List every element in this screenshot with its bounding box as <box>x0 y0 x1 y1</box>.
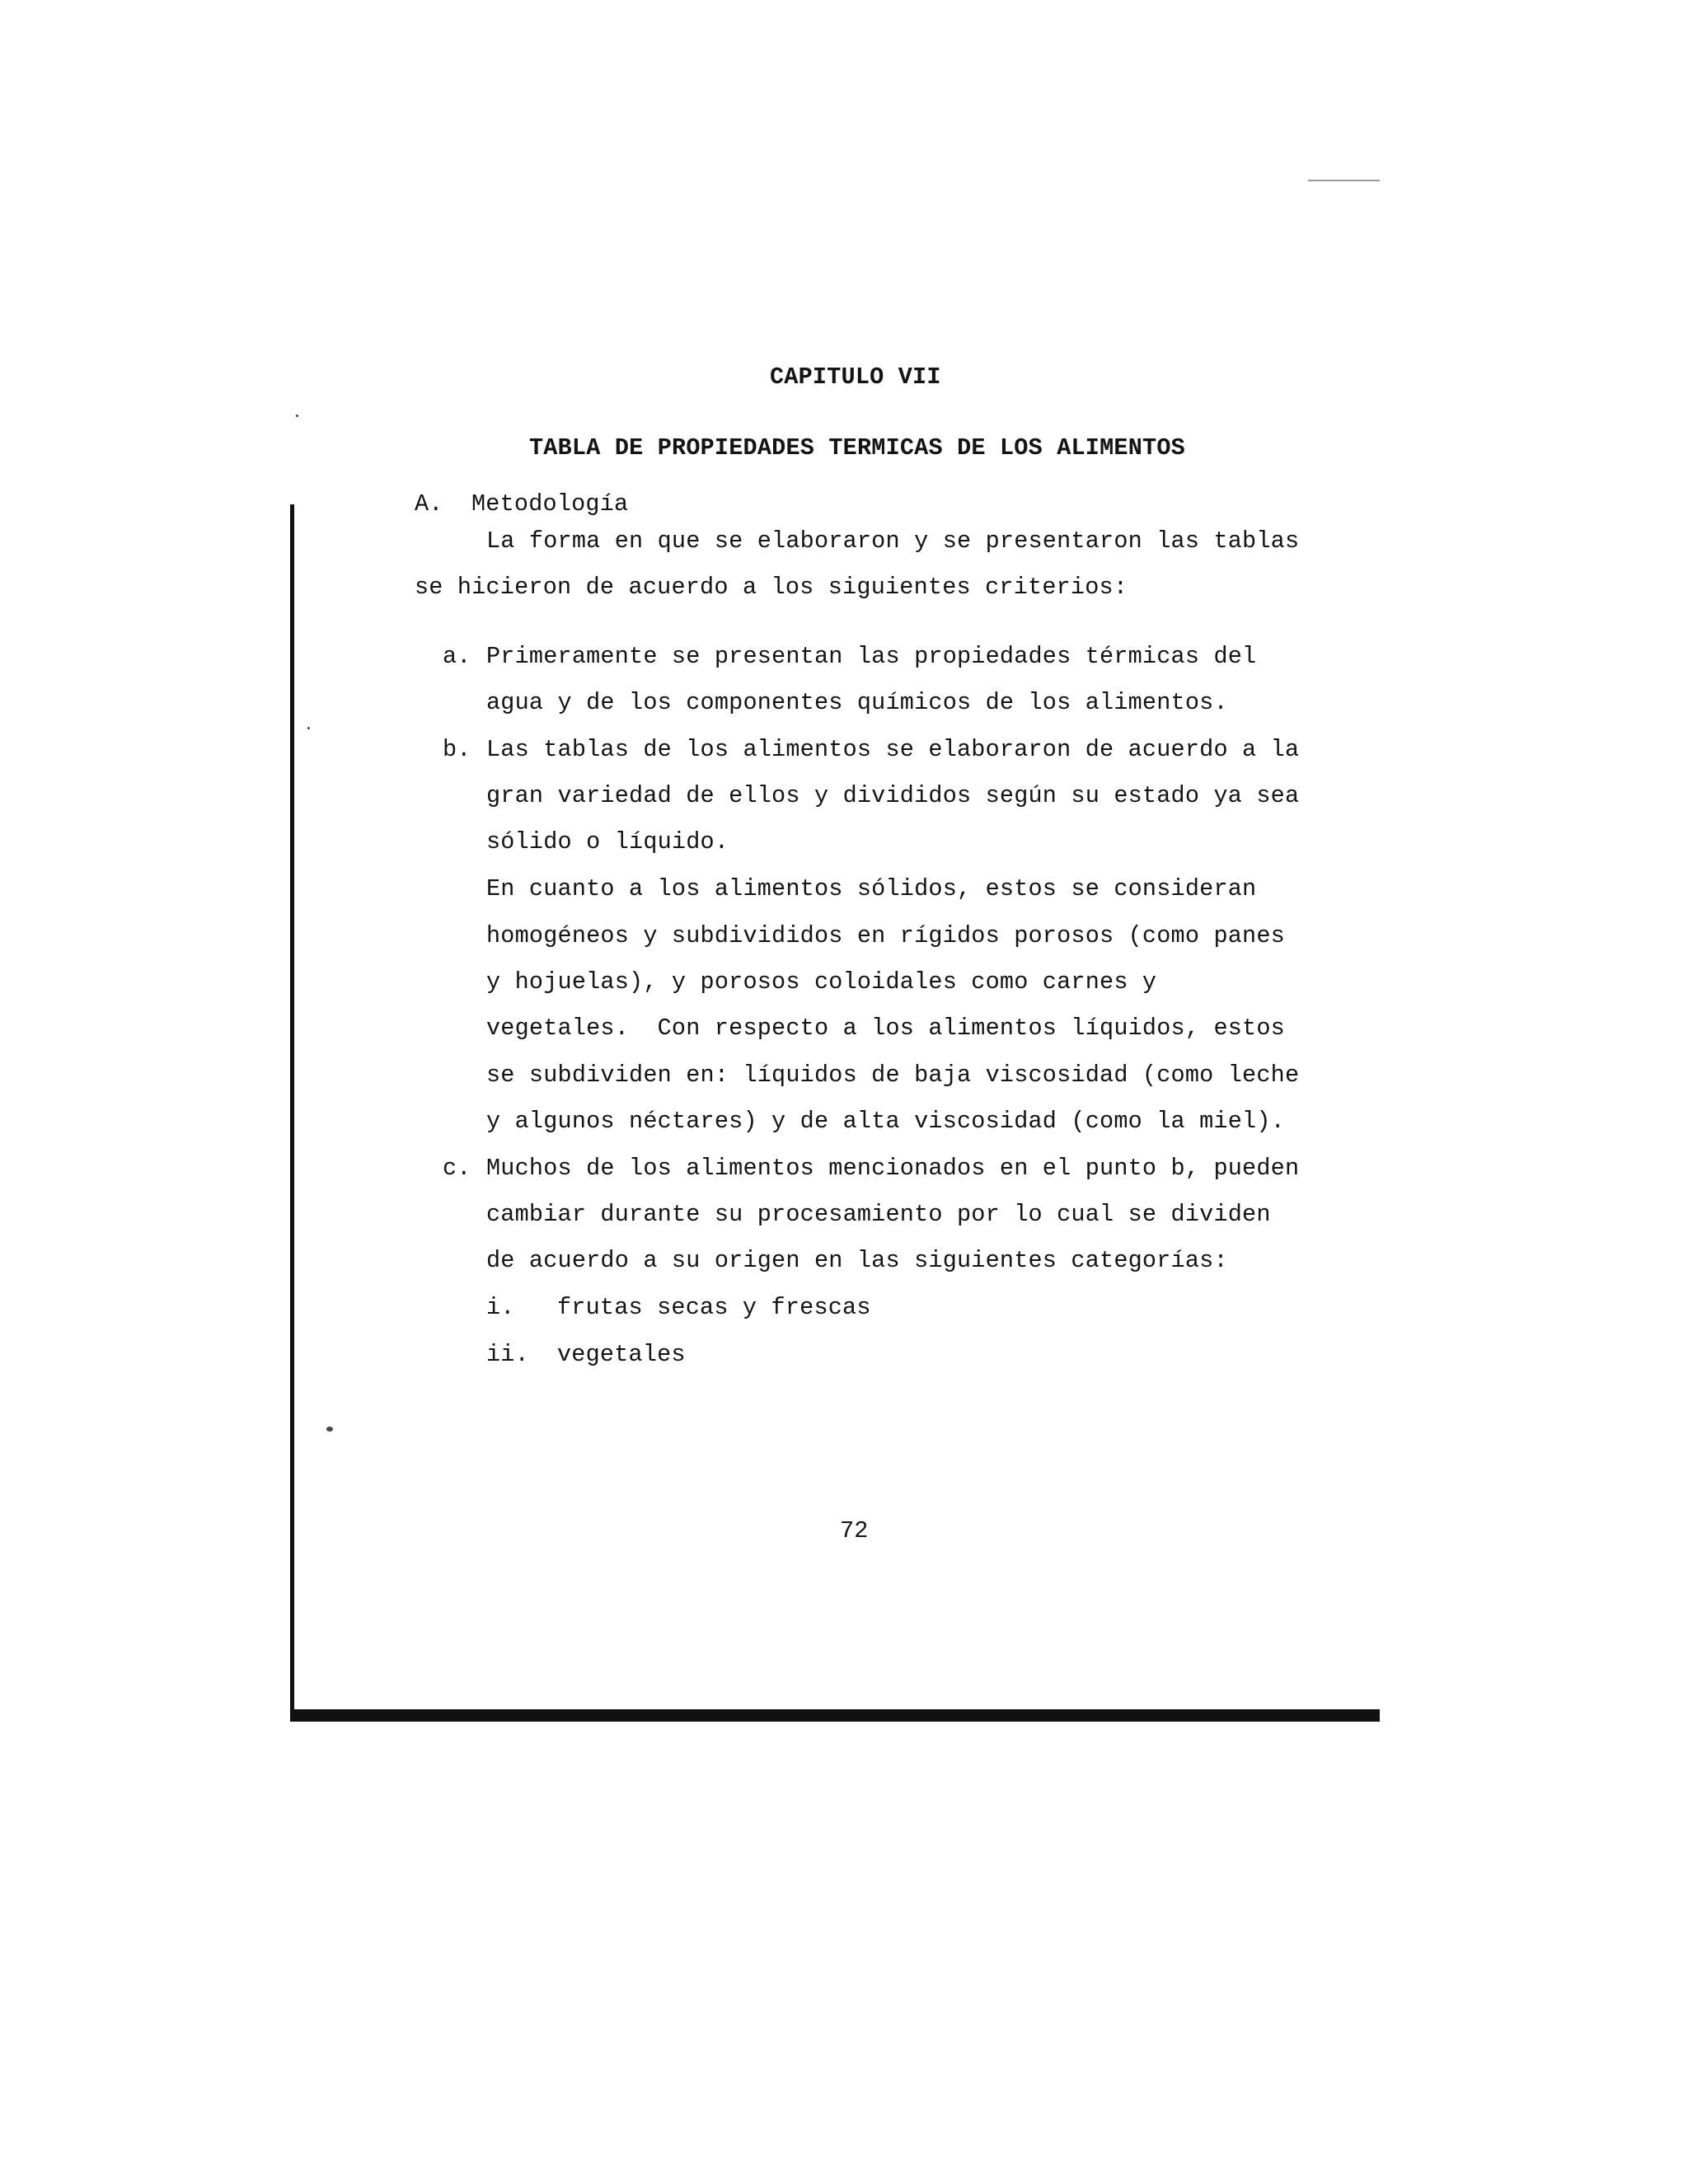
item-b-marker: b. <box>443 736 471 763</box>
scan-artifact-bottom-border <box>290 1709 1380 1722</box>
page-number: 72 <box>840 1517 869 1544</box>
item-a-line-1: Primeramente se presentan las propiedades térmicas del <box>486 643 1257 670</box>
item-c-line-3: de acuerdo a su origen en las siguientes categorías: <box>486 1247 1228 1274</box>
intro-line-1: La forma en que se elaboraron y se presentaron las tablas <box>486 527 1300 555</box>
scan-speck <box>296 415 298 417</box>
heading-methodology: Metodología <box>471 490 629 518</box>
item-b-line-9: y algunos néctares) y de alta viscosidad (como la miel). <box>486 1108 1285 1135</box>
item-a-line-2: agua y de los componentes químicos de los alimentos. <box>486 689 1228 716</box>
scan-speck <box>307 727 310 729</box>
item-b-line-3: sólido o líquido. <box>486 828 729 855</box>
item-b-line-8: se subdividen en: líquidos de baja viscosidad (como leche <box>486 1062 1300 1089</box>
item-a-marker: a. <box>443 643 471 670</box>
subitem-ii-marker: ii. <box>486 1341 529 1368</box>
item-b-line-4: En cuanto a los alimentos sólidos, estos se consideran <box>486 875 1257 902</box>
item-c-marker: c. <box>443 1155 471 1182</box>
scan-artifact-top-line <box>1308 180 1380 181</box>
subitem-i-text: frutas secas y frescas <box>557 1294 871 1321</box>
subitem-i-marker: i. <box>486 1294 515 1321</box>
heading-marker: A. <box>415 490 443 518</box>
item-b-line-1: Las tablas de los alimentos se elaboraron de acuerdo a la <box>486 736 1300 763</box>
chapter-title: CAPITULO VII <box>770 363 941 391</box>
subitem-ii-text: vegetales <box>557 1341 686 1368</box>
scan-artifact-left-border <box>290 504 294 1722</box>
item-b-line-2: gran variedad de ellos y divididos según su estado ya sea <box>486 782 1300 809</box>
intro-line-2: se hicieron de acuerdo a los siguientes criterios: <box>415 574 1128 601</box>
item-b-line-7: vegetales. Con respecto a los alimentos líquidos, estos <box>486 1015 1285 1042</box>
item-b-line-6: y hojuelas), y porosos coloidales como carnes y <box>486 968 1157 996</box>
section-title: TABLA DE PROPIEDADES TERMICAS DE LOS ALIMENTOS <box>529 434 1185 462</box>
item-b-line-5: homogéneos y subdivididos en rígidos porosos (como panes <box>486 922 1285 949</box>
item-c-line-1: Muchos de los alimentos mencionados en el punto b, pueden <box>486 1155 1300 1182</box>
item-c-line-2: cambiar durante su procesamiento por lo cual se dividen <box>486 1201 1271 1228</box>
scan-speck <box>326 1427 333 1432</box>
